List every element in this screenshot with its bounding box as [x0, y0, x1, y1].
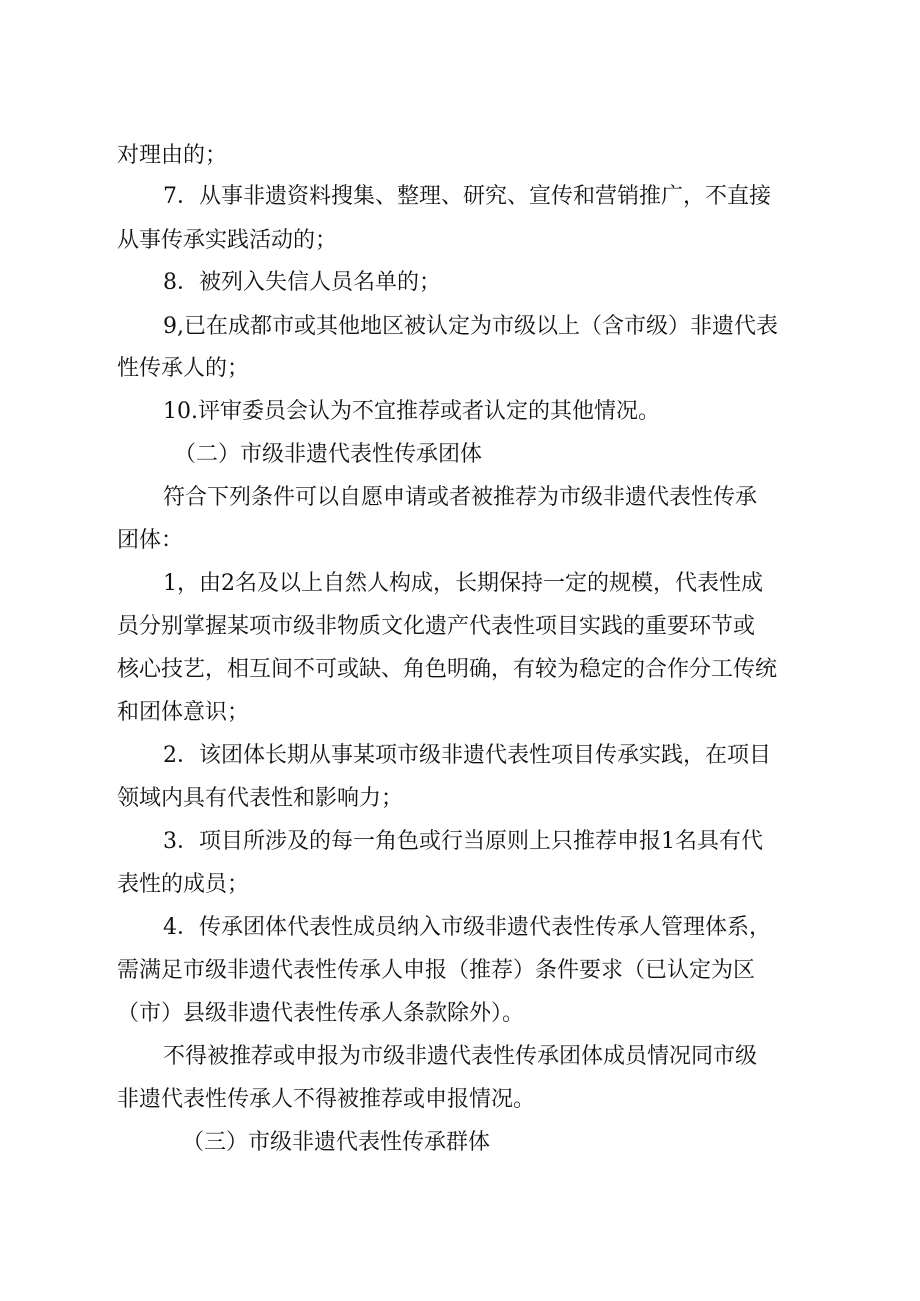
text-line-1: 对理由的；	[117, 143, 228, 168]
section-heading-2: （二）市级非遗代表性传承团体	[174, 442, 483, 467]
text-line-23: 非遗代表性传承人不得被推荐或申报情况。	[117, 1087, 536, 1112]
text-line-16: 领域内具有代表性和影响力；	[117, 786, 404, 811]
text-line-22: 不得被推荐或申报为市级非遗代表性传承团体成员情况同市级	[163, 1044, 758, 1069]
text-line-9: 符合下列条件可以自愿申请或者被推荐为市级非遗代表性传承	[163, 485, 758, 510]
text-line-13: 核心技艺，相互间不可或缺、角色明确，有较为稳定的合作分工传统	[117, 657, 778, 682]
text-line-19: 4．传承团体代表性成员纳入市级非遗代表性传承人管理体系，	[163, 915, 771, 940]
text-line-2: 7．从事非遗资料搜集、整理、研究、宣传和营销推广，不直接	[163, 184, 771, 209]
section-heading-3: （三）市级非遗代表性传承群体	[182, 1130, 491, 1155]
text-line-7: 10.评审委员会认为不宜推荐或者认定的其他情况。	[163, 399, 660, 424]
text-line-11: 1，由2名及以上自然人构成，长期保持一定的规模，代表性成	[163, 571, 763, 596]
text-line-4: 8．被列入失信人员名单的；	[163, 270, 441, 295]
text-line-18: 表性的成员；	[117, 872, 250, 897]
text-line-17: 3．项目所涉及的每一角色或行当原则上只推荐申报1名具有代	[163, 829, 763, 854]
text-line-6: 性传承人的；	[117, 356, 250, 381]
text-line-15: 2．该团体长期从事某项市级非遗代表性项目传承实践，在项目	[163, 743, 771, 768]
text-line-3: 从事传承实践活动的；	[117, 228, 338, 253]
text-line-21: （市）县级非遗代表性传承人条款除外）。	[117, 1001, 525, 1026]
text-line-5: 9,已在成都市或其他地区被认定为市级以上（含市级）非遗代表	[163, 314, 778, 339]
text-line-12: 员分别掌握某项市级非物质文化遗产代表性项目实践的重要环节或	[117, 614, 756, 639]
text-line-10: 团体：	[117, 528, 184, 553]
text-line-14: 和团体意识；	[117, 700, 250, 725]
text-line-20: 需满足市级非遗代表性传承人申报（推荐）条件要求（已认定为区	[117, 958, 756, 983]
